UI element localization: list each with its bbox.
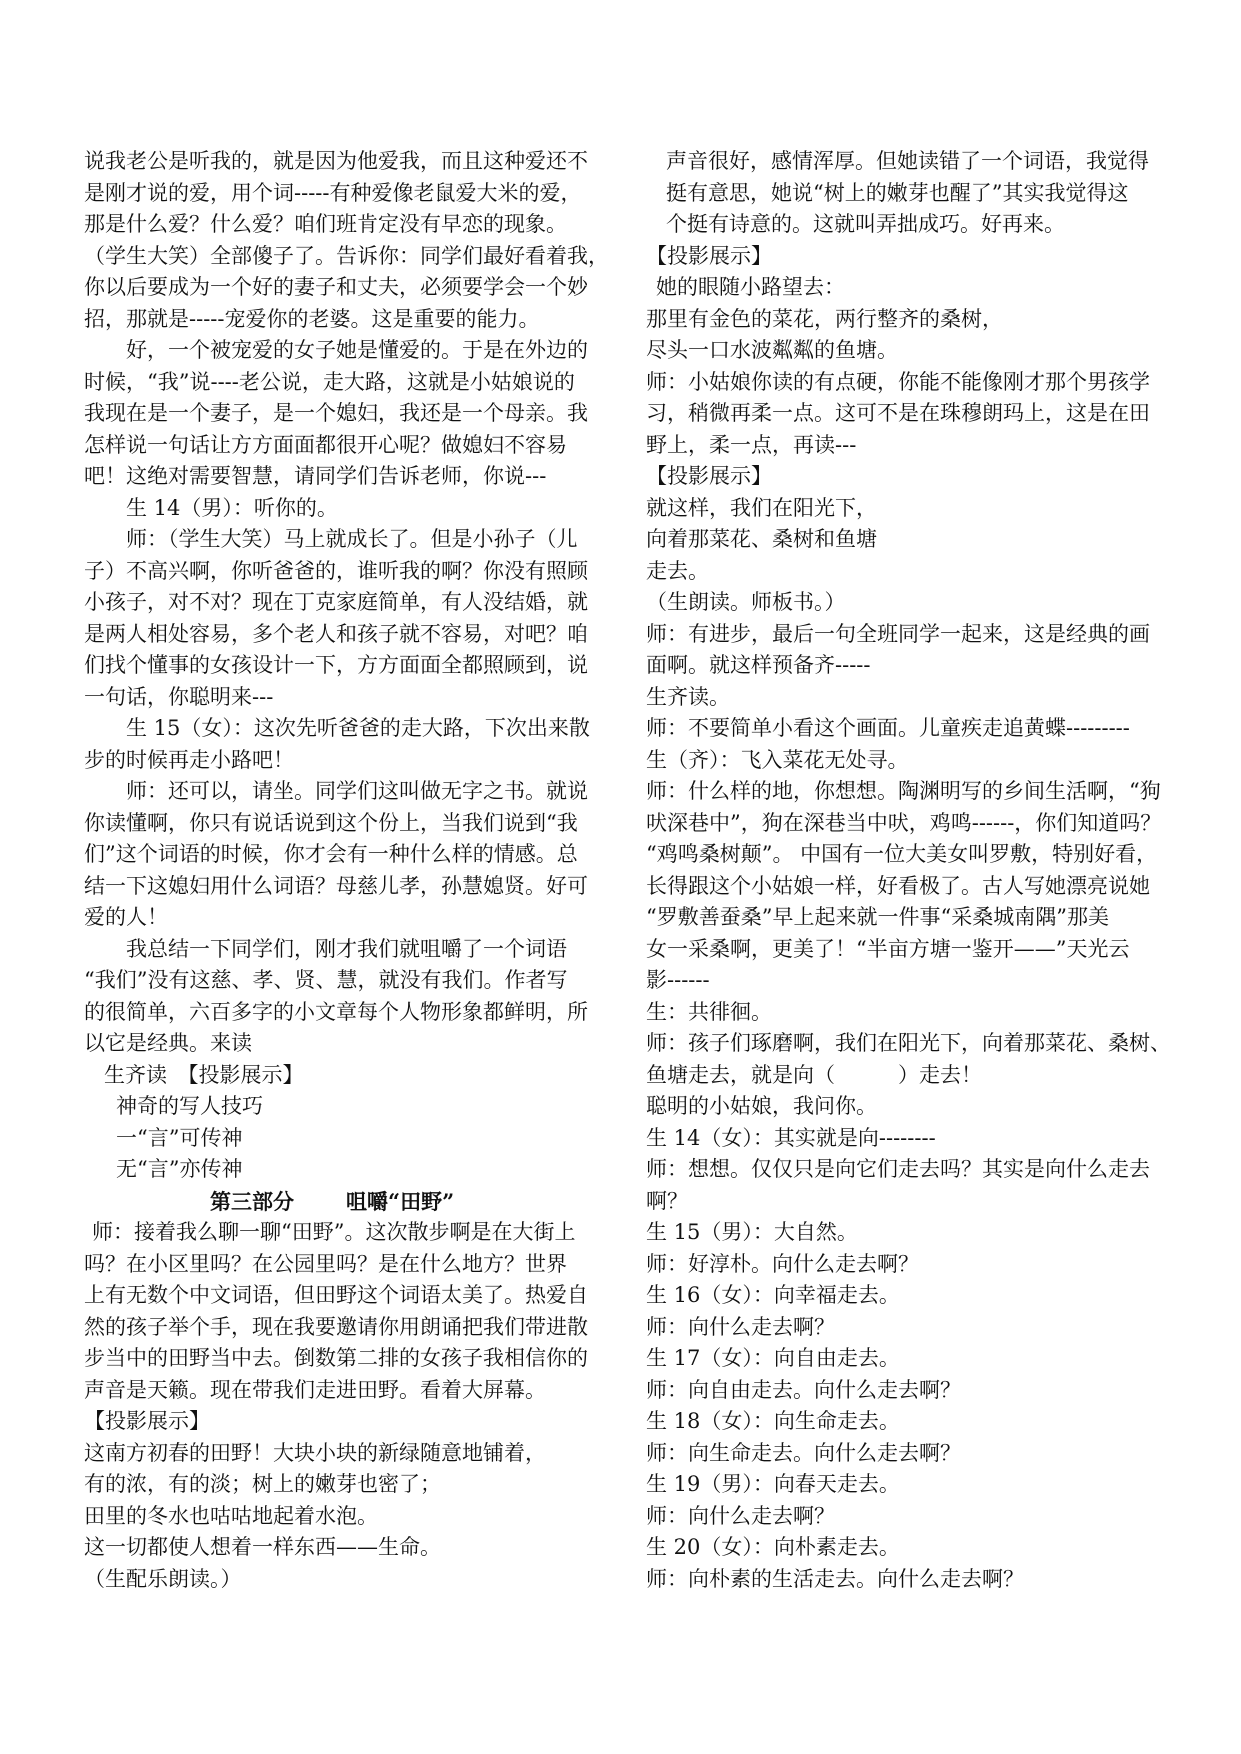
text-line: 就这样，我们在阳光下， <box>646 495 877 520</box>
right-column <box>646 146 1171 1595</box>
text-line: 师：孩子们琢磨啊，我们在阳光下，向着那菜花、桑树、 <box>646 1031 1171 1055</box>
text-line: 那是什么爱？什么爱？咱们班肯定没有早恋的现象。 <box>84 212 567 236</box>
text-line: 生齐读。 <box>646 684 730 709</box>
text-line: 生 15（女）：这次先听爸爸的走大路，下次出来散 <box>126 716 590 740</box>
text-line: 野上，柔一点，再读--- <box>646 432 857 457</box>
text-line: 师：想想。仅仅只是向它们走去吗？其实是向什么走去 <box>646 1157 1150 1181</box>
text-line: 你读懂啊，你只有说话说到这个份上，当我们说到“我 <box>84 810 578 835</box>
text-line: 好，一个被宠爱的女子她是懂爱的。于是在外边的 <box>126 338 588 362</box>
text-line: 这南方初春的田野！大块小块的新绿随意地铺着， <box>84 1440 546 1465</box>
text-line: 生 15（男）：大自然。 <box>646 1220 858 1244</box>
left-column <box>84 146 608 1595</box>
text-line: 女一采桑啊，更美了！“半亩方塘一鉴开——”天光云 <box>646 936 1130 961</box>
text-line: 田里的冬水也咕咕地起着水泡。 <box>84 1503 378 1528</box>
text-line: 吗？在小区里吗？在公园里吗？是在什么地方？世界 <box>84 1251 567 1276</box>
text-line: 师：好淳朴。向什么走去啊？ <box>646 1251 919 1276</box>
text-line: 我总结一下同学们，刚才我们就咀嚼了一个词语 <box>126 936 567 961</box>
text-line: 怎样说一句话让方方面面都很开心呢？做媳妇不容易 <box>84 432 567 457</box>
text-line: 有的浓，有的淡；树上的嫩芽也密了； <box>84 1472 441 1496</box>
text-line: 步的时候再走小路吧！ <box>84 747 294 772</box>
text-line: 是刚才说的爱，用个词-----有种爱像老鼠爱大米的爱， <box>84 180 582 205</box>
text-line: 【投影展示】 <box>646 243 772 268</box>
text-line: “鸡鸣桑树颠”。 中国有一位大美女叫罗敷，特别好看， <box>646 842 1158 866</box>
text-line: 【投影展示】 <box>84 1409 210 1433</box>
text-line: 生：共徘徊。 <box>646 999 772 1024</box>
text-line: 小孩子，对不对？现在丁克家庭简单，有人没结婚，就 <box>84 590 588 614</box>
text-line: 声音是天籁。现在带我们走进田野。看着大屏幕。 <box>84 1377 546 1402</box>
text-line: 师：接着我么聊一聊“田野”。这次散步啊是在大街上 <box>92 1220 576 1244</box>
text-line: （生配乐朗读。） <box>84 1566 242 1591</box>
text-line: （学生大笑）全部傻子了。告诉你：同学们最好看着我， <box>84 243 609 268</box>
text-line: 师：向自由走去。向什么走去啊？ <box>646 1377 961 1402</box>
text-line: 影------ <box>646 968 710 992</box>
text-line: 一“言”可传神 <box>116 1125 243 1150</box>
text-line: 聪明的小姑娘，我问你。 <box>646 1094 877 1118</box>
text-line: 那里有金色的菜花，两行整齐的桑树， <box>646 306 1003 331</box>
text-line: 结一下这媳妇用什么词语？母慈儿孝，孙慧媳贤。好可 <box>84 873 588 898</box>
text-line: 的很简单，六百多字的小文章每个人物形象都鲜明，所 <box>84 999 588 1024</box>
text-line: 声音很好，感情浑厚。但她读错了一个词语，我觉得 <box>666 149 1149 173</box>
text-line: 子）不高兴啊，你听爸爸的，谁听我的啊？你没有照顾 <box>84 558 588 583</box>
text-line: 招，那就是-----宠爱你的老婆。这是重要的能力。 <box>84 306 540 331</box>
text-line: 师：向朴素的生活走去。向什么走去啊？ <box>646 1566 1024 1591</box>
text-line: 生 19（男）：向春天走去。 <box>646 1472 900 1496</box>
text-line: 师：什么样的地，你想想。陶渊明写的乡间生活啊，“狗 <box>646 779 1161 803</box>
text-line: “罗敷善蚕桑”早上起来就一件事“采桑城南隅”那美 <box>646 905 1109 929</box>
text-line: 师：不要简单小看这个画面。儿童疾走追黄蝶--------- <box>646 716 1130 740</box>
text-line: 生（齐）：飞入菜花无处寻。 <box>646 747 909 772</box>
text-line: 个挺有诗意的。这就叫弄拙成巧。好再来。 <box>666 212 1065 236</box>
text-line: 生 14（女）：其实就是向-------- <box>646 1125 936 1150</box>
text-line: 时候，“我”说----老公说，走大路，这就是小姑娘说的 <box>84 369 575 394</box>
section-heading-part: 第三部分 <box>210 1188 294 1214</box>
text-line: 【投影展示】 <box>646 464 772 488</box>
text-line: 师：小姑娘你读的有点硬，你能不能像刚才那个男孩学 <box>646 369 1150 394</box>
text-line: 生齐读 【投影展示】 <box>104 1062 304 1087</box>
text-line: （生朗读。师板书。） <box>646 590 846 614</box>
text-line: 吧！这绝对需要智慧，请同学们告诉老师，你说--- <box>84 464 547 488</box>
text-line: 爱的人！ <box>84 905 168 929</box>
text-line: 师：（学生大笑）马上就成长了。但是小孙子（儿 <box>126 527 578 551</box>
text-line: 啊？ <box>646 1188 688 1213</box>
text-line: 然的孩子举个手，现在我要邀请你用朗诵把我们带进散 <box>84 1314 588 1339</box>
text-line: 师：有进步，最后一句全班同学一起来，这是经典的画 <box>646 621 1150 646</box>
text-line: 吠深巷中”，狗在深巷当中吠，鸡鸣------，你们知道吗？ <box>646 810 1162 835</box>
text-line: 以它是经典。来读 <box>84 1031 252 1055</box>
text-line: 生 20（女）：向朴素走去。 <box>646 1535 900 1559</box>
text-line: 师：向什么走去啊？ <box>646 1503 835 1528</box>
text-line: 尽头一口水波粼粼的鱼塘。 <box>646 338 898 362</box>
text-line: 们”这个词语的时候，你才会有一种什么样的情感。总 <box>84 842 578 866</box>
text-line: 生 14（男）：听你的。 <box>126 495 338 520</box>
section-heading <box>84 1186 608 1218</box>
text-line: 习，稍微再柔一点。这可不是在珠穆朗玛上，这是在田 <box>646 401 1150 425</box>
text-line: “我们”没有这慈、孝、贤、慧，就没有我们。作者写 <box>84 968 568 992</box>
text-line: 这一切都使人想着一样东西——生命。 <box>84 1535 441 1559</box>
text-line: 师：还可以，请坐。同学们这叫做无字之书。就说 <box>126 779 588 803</box>
text-line: 无“言”亦传神 <box>116 1157 243 1181</box>
text-line: 我现在是一个妻子，是一个媳妇，我还是一个母亲。我 <box>84 401 588 425</box>
text-line: 生 18（女）：向生命走去。 <box>646 1409 900 1433</box>
text-line: 师：向什么走去啊？ <box>646 1314 835 1339</box>
text-line: 你以后要成为一个好的妻子和丈夫，必须要学会一个妙 <box>84 275 588 299</box>
text-line: 一句话，你聪明来--- <box>84 684 274 709</box>
text-line: 鱼塘走去，就是向（ ）走去！ <box>646 1062 982 1087</box>
text-line: 说我老公是听我的，就是因为他爱我，而且这种爱还不 <box>84 149 588 173</box>
text-line: 向着那菜花、桑树和鱼塘 <box>646 527 877 551</box>
text-line: 们找个懂事的女孩设计一下，方方面面全都照顾到，说 <box>84 653 588 677</box>
text-line: 生 16（女）：向幸福走去。 <box>646 1283 900 1307</box>
text-line: 挺有意思，她说“树上的嫩芽也醒了”其实我觉得这 <box>666 180 1129 205</box>
text-line: 上有无数个中文词语，但田野这个词语太美了。热爱自 <box>84 1283 588 1307</box>
text-line: 生 17（女）：向自由走去。 <box>646 1346 900 1370</box>
section-heading-title: 咀嚼“田野” <box>346 1188 455 1214</box>
text-line: 是两人相处容易，多个老人和孩子就不容易，对吧？咱 <box>84 621 588 646</box>
text-line: 长得跟这个小姑娘一样，好看极了。古人写她漂亮说她 <box>646 873 1150 898</box>
text-line: 神奇的写人技巧 <box>116 1094 263 1118</box>
text-line: 走去。 <box>646 558 709 583</box>
text-line: 面啊。就这样预备齐----- <box>646 653 871 677</box>
text-line: 她的眼随小路望去： <box>656 275 845 299</box>
text-line: 师：向生命走去。向什么走去啊？ <box>646 1440 961 1465</box>
text-line: 步当中的田野当中去。倒数第二排的女孩子我相信你的 <box>84 1346 588 1370</box>
